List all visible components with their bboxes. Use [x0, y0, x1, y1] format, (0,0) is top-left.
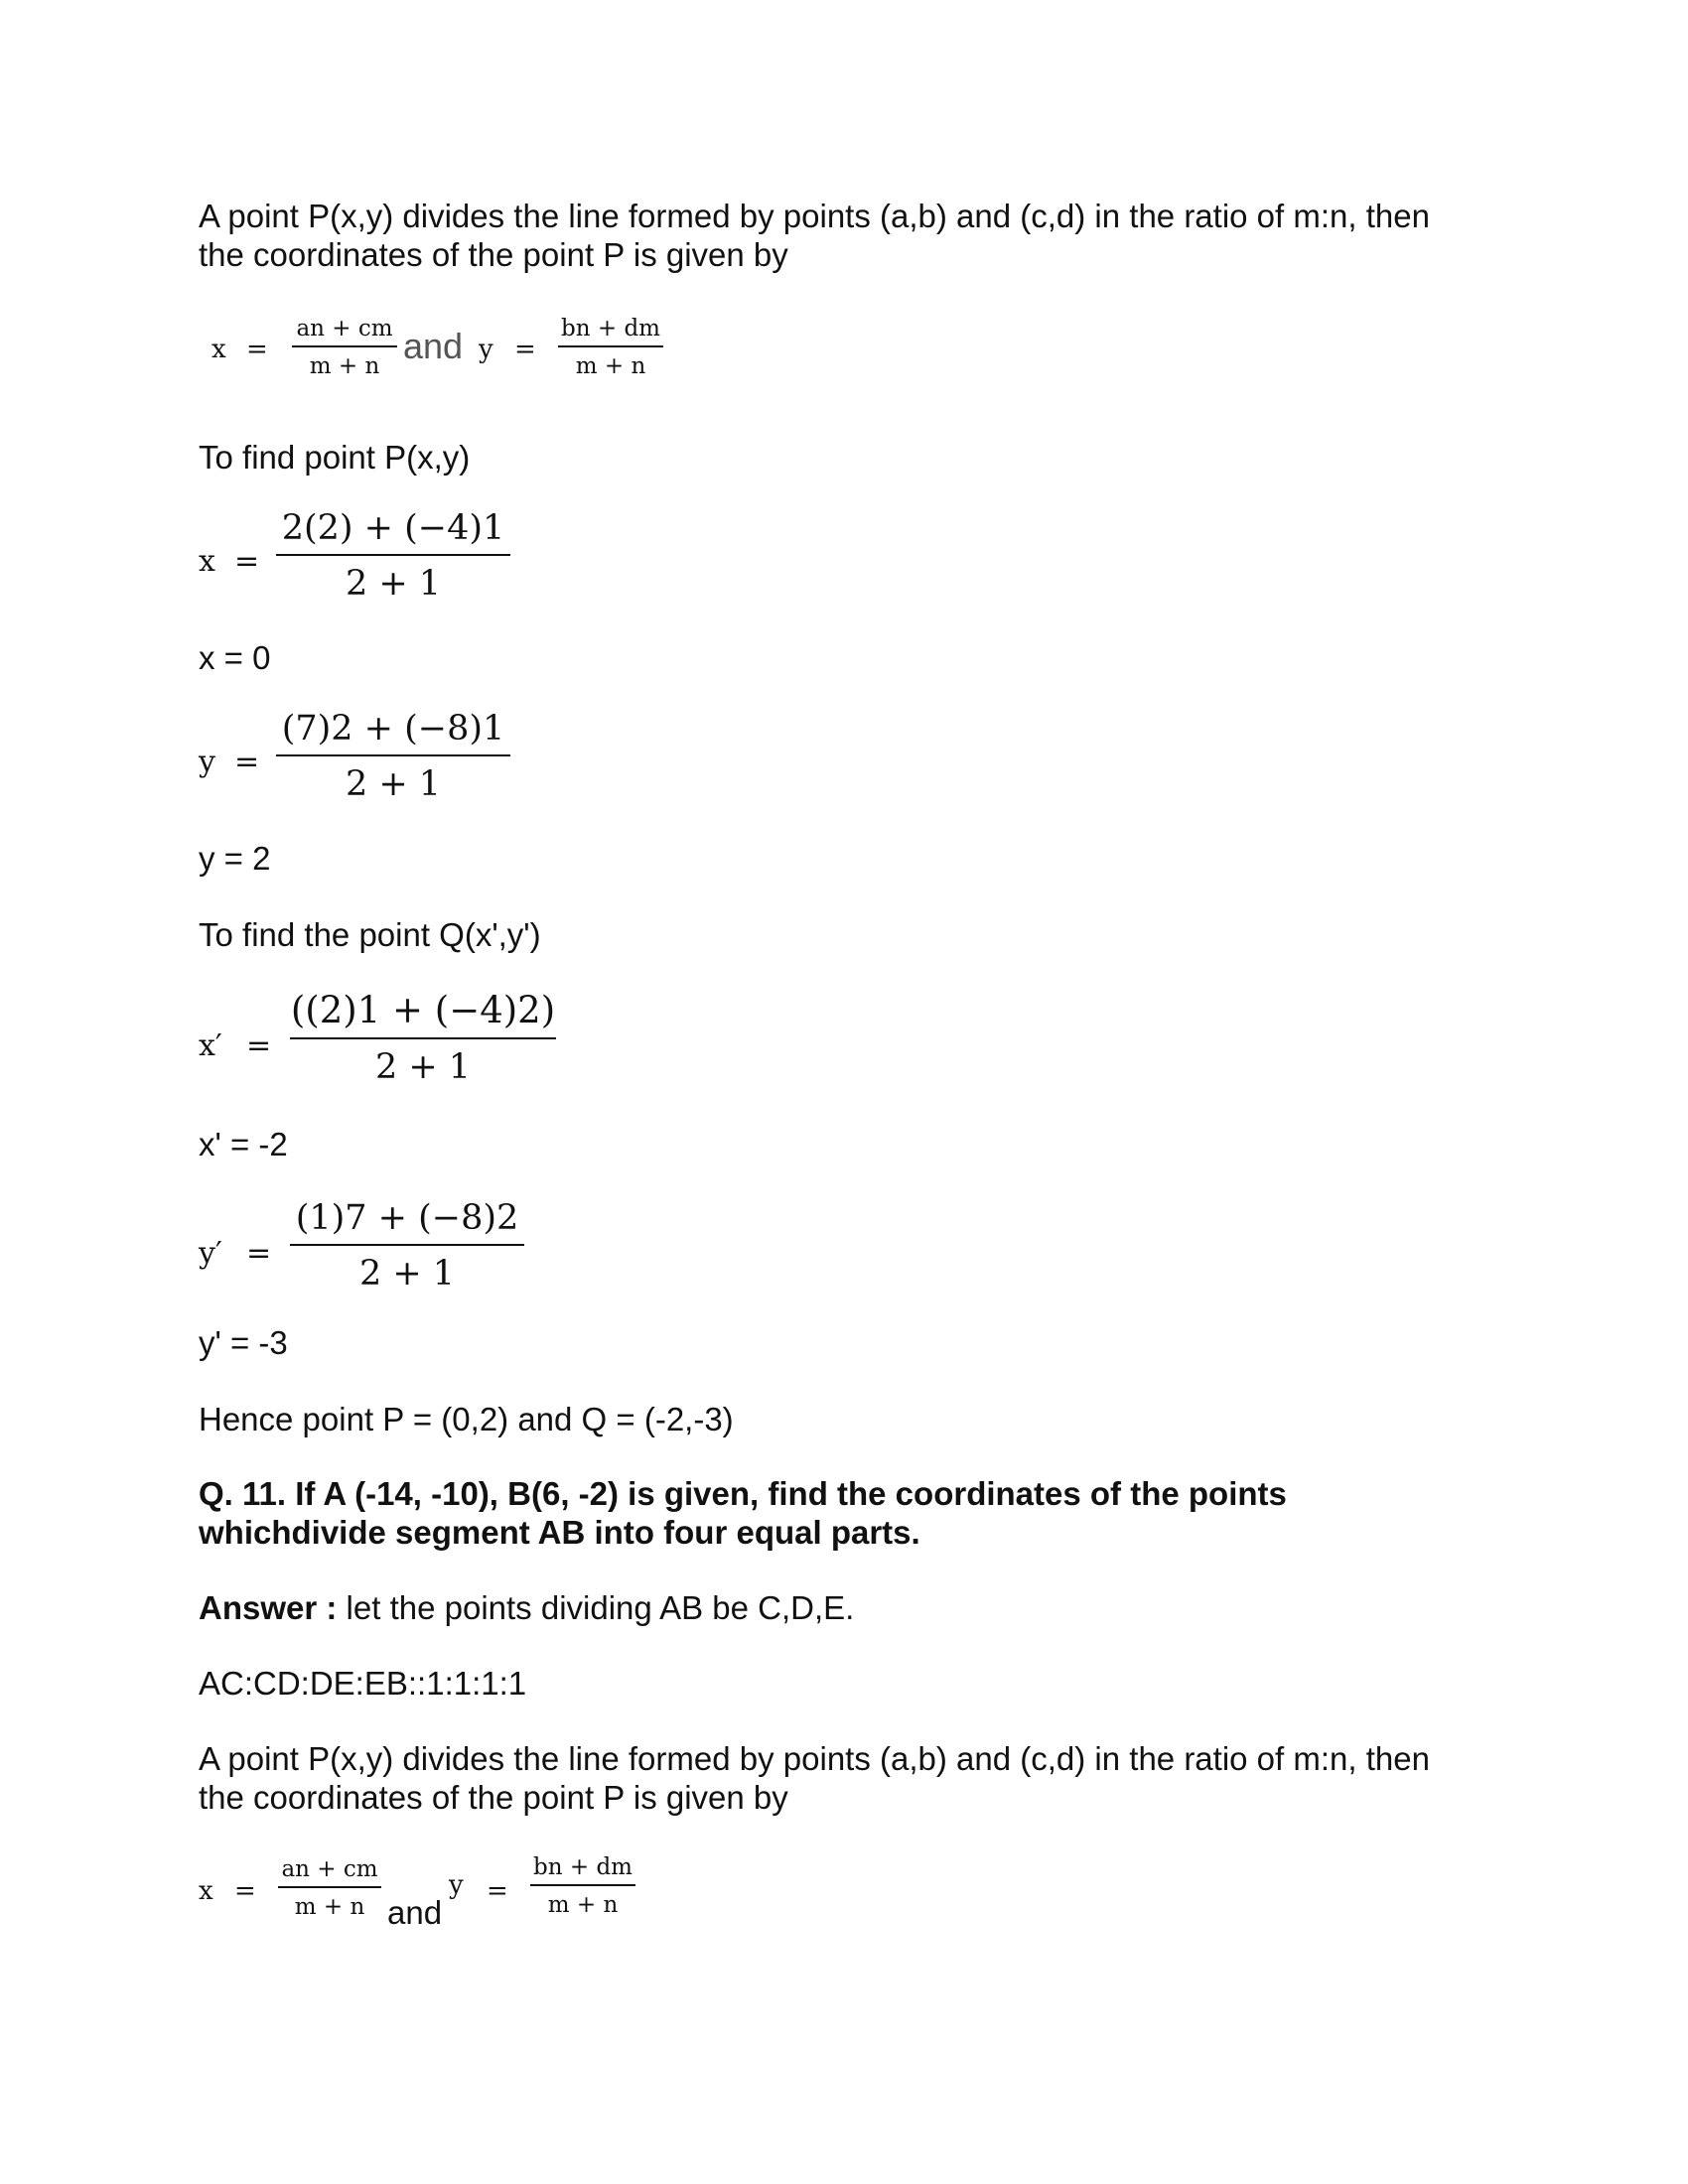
- equation-x-prime: [199, 989, 576, 1092]
- question-11-line-2: whichdivide segment AB into four equal parts.: [199, 1514, 920, 1551]
- result-y-prime: y' = -3: [199, 1324, 288, 1361]
- eq-x-fraction: [276, 508, 510, 604]
- eq-xp-fraction: [290, 989, 556, 1087]
- formula-x-denominator: m + n: [309, 353, 380, 379]
- eq-xp-numerator: ((2)1 + (−4)2): [290, 989, 556, 1031]
- hence-conclusion: Hence point P = (0,2) and Q = (-2,-3): [199, 1401, 734, 1437]
- formula2-x-numerator: an + cm: [281, 1856, 378, 1882]
- formula2-y-fraction: [530, 1854, 635, 1918]
- formula-x-lhs: x: [211, 335, 226, 364]
- intro-line-1-repeat: A point P(x,y) divides the line formed by points (a,b) and (c,d) in the ratio of m:n, then: [199, 1740, 1430, 1777]
- formula-x-numerator: an + cm: [296, 316, 393, 341]
- formula2-x-lhs: x: [199, 1876, 213, 1906]
- formula2-and-word: and: [387, 1894, 443, 1931]
- question-11-line-1: Q. 11. If A (-14, -10), B(6, -2) is given, find the coordinates of the points: [199, 1475, 1287, 1512]
- find-p-heading: To find point P(x,y): [199, 439, 471, 476]
- formula2-x-denominator: m + n: [294, 1894, 365, 1920]
- formula2-x-fraction: [278, 1856, 381, 1920]
- eq-yp-fraction: [290, 1198, 524, 1294]
- answer-line: [199, 1588, 854, 1628]
- eq-y-lhs: y: [199, 745, 215, 779]
- eq-yp-denominator: 2 + 1: [358, 1254, 456, 1294]
- result-x: x = 0: [199, 639, 271, 676]
- eq-y-denominator: 2 + 1: [345, 764, 442, 804]
- eq-yp-lhs: y′: [199, 1236, 222, 1271]
- find-q-heading: To find the point Q(x',y'): [199, 916, 541, 953]
- result-x-prime: x' = -2: [199, 1126, 288, 1162]
- eq-x-denominator: 2 + 1: [345, 564, 442, 604]
- formula-equals: =: [246, 335, 268, 364]
- eq-xp-denominator: 2 + 1: [374, 1047, 472, 1087]
- eq-yp-numerator: (1)7 + (−8)2: [295, 1198, 519, 1238]
- section-formula-2: [199, 1856, 665, 1936]
- equation-y-prime: [199, 1198, 556, 1297]
- equation-y: [199, 709, 536, 808]
- eq-yp-equals: =: [246, 1236, 272, 1271]
- formula-y-numerator: bn + dm: [561, 316, 660, 341]
- formula-and-word: and: [403, 326, 464, 366]
- result-y: y = 2: [199, 840, 271, 877]
- answer-text: let the points dividing AB be C,D,E.: [337, 1589, 855, 1626]
- eq-x-lhs: x: [199, 544, 215, 579]
- eq-x-equals: =: [234, 544, 260, 579]
- eq-xp-equals: =: [246, 1028, 272, 1063]
- formula-x-fraction: [292, 316, 397, 379]
- formula-equals-2: =: [514, 335, 536, 364]
- eq-x-numerator: 2(2) + (−4)1: [281, 508, 505, 548]
- section-formula-1: [199, 316, 695, 395]
- formula-y-fraction: [558, 316, 663, 379]
- intro-line-1: A point P(x,y) divides the line formed by points (a,b) and (c,d) in the ratio of m:n, then: [199, 198, 1430, 234]
- formula2-y-numerator: bn + dm: [533, 1854, 633, 1880]
- eq-xp-lhs: x′: [199, 1028, 222, 1063]
- formula-y-denominator: m + n: [575, 353, 646, 379]
- eq-y-fraction: [276, 709, 510, 804]
- eq-y-numerator: (7)2 + (−8)1: [281, 709, 505, 749]
- equation-x: [199, 508, 536, 608]
- formula2-equals: =: [234, 1876, 256, 1906]
- formula2-equals-2: =: [487, 1876, 508, 1906]
- formula2-y-denominator: m + n: [547, 1892, 619, 1918]
- formula2-y-lhs: y: [449, 1870, 464, 1900]
- answer-label: Answer :: [199, 1589, 338, 1626]
- intro-line-2: the coordinates of the point P is given by: [199, 236, 788, 273]
- eq-y-equals: =: [234, 745, 260, 779]
- formula-y-lhs: y: [479, 335, 493, 364]
- intro-line-2-repeat: the coordinates of the point P is given by: [199, 1779, 788, 1816]
- ratio-line: AC:CD:DE:EB::1:1:1:1: [199, 1665, 527, 1702]
